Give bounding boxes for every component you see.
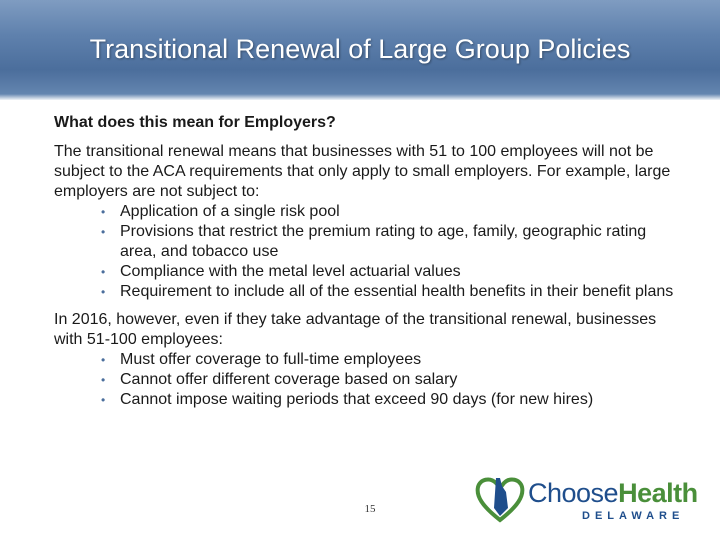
logo-subtitle: DELAWARE (582, 510, 685, 522)
bullet-icon: • (101, 285, 106, 299)
logo-wordmark: ChooseHealth (528, 478, 698, 508)
bullet-icon: • (101, 225, 106, 239)
bullet-icon: • (101, 205, 106, 219)
list-item: • Provisions that restrict the premium rating to age, family, geographic rating area, and tobacco use (101, 223, 647, 260)
bullet-icon: • (101, 373, 106, 387)
bullet-list-2 (54, 350, 684, 410)
list-item: • Cannot impose waiting periods that exceed 90 days (for new hires) (101, 391, 594, 408)
bullet-icon: • (101, 393, 106, 407)
paragraph-2: In 2016, however, even if they take advantage of the transitional renewal, businesses with 51-100 employees: (54, 311, 657, 348)
paragraph-1: The transitional renewal means that businesses with 51 to 100 employees will not be subject to the ACA requirements that only apply to small employers. For example, large employers are not subject to: (54, 143, 671, 200)
list-item: • Cannot offer different coverage based on salary (101, 371, 458, 388)
slide-body (54, 113, 684, 418)
delaware-heart-icon (472, 470, 528, 526)
subheading: What does this mean for Employers? (54, 114, 336, 131)
list-item: • Application of a single risk pool (101, 203, 340, 220)
bullet-icon: • (101, 265, 106, 279)
list-item: • Compliance with the metal level actuarial values (101, 263, 461, 280)
page-number: 15 (364, 503, 376, 515)
bullet-icon: • (101, 353, 106, 367)
list-item: • Requirement to include all of the essential health benefits in their benefit plans (101, 283, 674, 300)
list-item: • Must offer coverage to full-time employees (101, 351, 422, 368)
bullet-list-1 (54, 202, 684, 302)
choose-health-delaware-logo (472, 470, 702, 526)
slide-title: Transitional Renewal of Large Group Policies (89, 34, 631, 64)
